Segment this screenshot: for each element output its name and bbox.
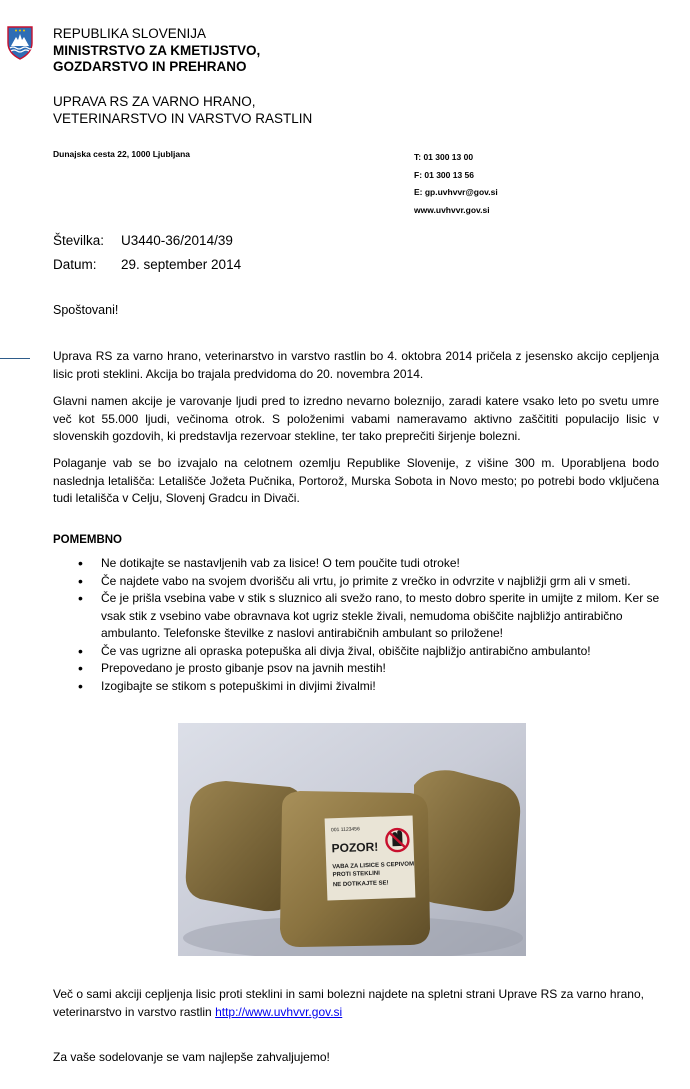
bait-label-line1: VABA ZA LISICE S CEPIVOM: [332, 861, 415, 871]
bait-photo: [178, 723, 526, 956]
contact-fax: F: 01 300 13 56: [414, 169, 475, 180]
bait-label-code: 001 1123456: [330, 826, 360, 834]
list-item: • Prepovedano je prosto gibanje psov na javnih mestih!: [78, 660, 660, 678]
contact-web: www.uvhvvr.gov.si: [414, 204, 490, 215]
header-ministry-line1: MINISTRSTVO ZA KMETIJSTVO,: [53, 42, 261, 58]
paragraph-distribution: Polaganje vab se bo izvajalo na celotnem ozemlju Republike Slovenije, z višine 300 m. Uporabljena bodo naslednja letališča: Letališče Jožeta Pučnika, Portorož, Murska Sobota in Novo mesto; po potrebi bodo vključena tudi letališča v Celju, Slovenj Gradcu in Divači.: [53, 456, 659, 505]
closing-thanks: Za vaše sodelovanje se vam najlepše zahvaljujemo!: [53, 1050, 330, 1064]
bait-label-title: POZOR!: [331, 839, 379, 856]
agency-website-link[interactable]: http://www.uvhvvr.gov.si: [215, 1004, 343, 1019]
contact-phone: T: 01 300 13 00: [414, 152, 474, 162]
important-heading: POMEMBNO: [53, 534, 122, 546]
list-item: • Če najdete vabo na svojem dvorišču ali vrtu, jo primite z vrečko in odvrzite v najbližji grm ali v smeti.: [78, 573, 660, 591]
contact-block: [414, 149, 498, 219]
important-list: [78, 555, 660, 695]
list-item: • Če vas ugrizne ali opraska potepuška ali divja žival, obiščite najbližjo antirabično ambulanto!: [78, 643, 660, 661]
list-item: • Izogibajte se stikom s potepuškimi in divjimi živalmi!: [78, 678, 660, 696]
postal-address: Dunajska cesta 22, 1000 Ljubljana: [53, 149, 191, 159]
document-number: [53, 233, 233, 248]
list-item: • Ne dotikajte se nastavljenih vab za lisice! O tem poučite tudi otroke!: [78, 555, 660, 573]
agency-line2: VETERINARSTVO IN VARSTVO RASTLIN: [53, 110, 313, 126]
document-date: [53, 257, 241, 272]
document-number-label: Številka:: [53, 233, 105, 248]
agency-line1: UPRAVA RS ZA VARNO HRANO,: [53, 94, 256, 109]
document-date-value: 29. september 2014: [121, 257, 242, 272]
header-republic: REPUBLIKA SLOVENIJA: [53, 26, 207, 41]
more-info-text: Več o sami akciji cepljenja lisic proti steklini in sami bolezni najdete na spletni strani Uprave RS za varno hrano, veterinarstvo in varstvo rastlin: [53, 987, 644, 1019]
agency-name: [53, 94, 312, 127]
document-date-label: Datum:: [53, 257, 97, 272]
bait-label-line3: NE DOTIKAJTE SE!: [332, 880, 389, 889]
slovenia-coat-of-arms-icon: [6, 26, 34, 60]
contact-email: E: gp.uvhvvr@gov.si: [414, 187, 498, 197]
margin-divider: [0, 358, 30, 359]
header-ministry-line2: GOZDARSTVO IN PREHRANO: [53, 59, 247, 74]
paragraph-purpose: Glavni namen akcije je varovanje ljudi pred to izredno nevarno boleznijo, zaradi katere vsako leto po svetu umre več kot 55.000 ljudi, večinoma otrok. S položenimi vabami nameravamo aktivno zaščititi populacijo lisic v slovenskih gozdovih, ki predstavlja rezervoar stekline, ter tako preprečiti širjenje bolezni.: [53, 394, 659, 443]
salutation: Spoštovani!: [53, 303, 119, 317]
letterhead: [53, 26, 260, 76]
document-number-value: U3440-36/2014/39: [121, 233, 233, 248]
list-item: • Če je prišla vsebina vabe v stik s sluznico ali svežo rano, to mesto dobro sperite in umijte z milom. Ker se vsak stik z vsebino vabe obravnava kot ugriz stekle živali, nemudoma obiščite najbližjo antirabično ambulanto. Telefonske številke z naslovi antirabičnih ambulant so priložene!: [78, 590, 660, 643]
paragraph-intro: Uprava RS za varno hrano, veterinarstvo in varstvo rastlin bo 4. oktobra 2014 pričela z jesensko akcijo cepljenja lisic proti steklini. Akcija bo trajala predvidoma do 20. novembra 2014.: [53, 349, 659, 381]
more-info: [53, 986, 659, 1021]
bait-label-line2: PROTI STEKLINI: [332, 870, 381, 879]
